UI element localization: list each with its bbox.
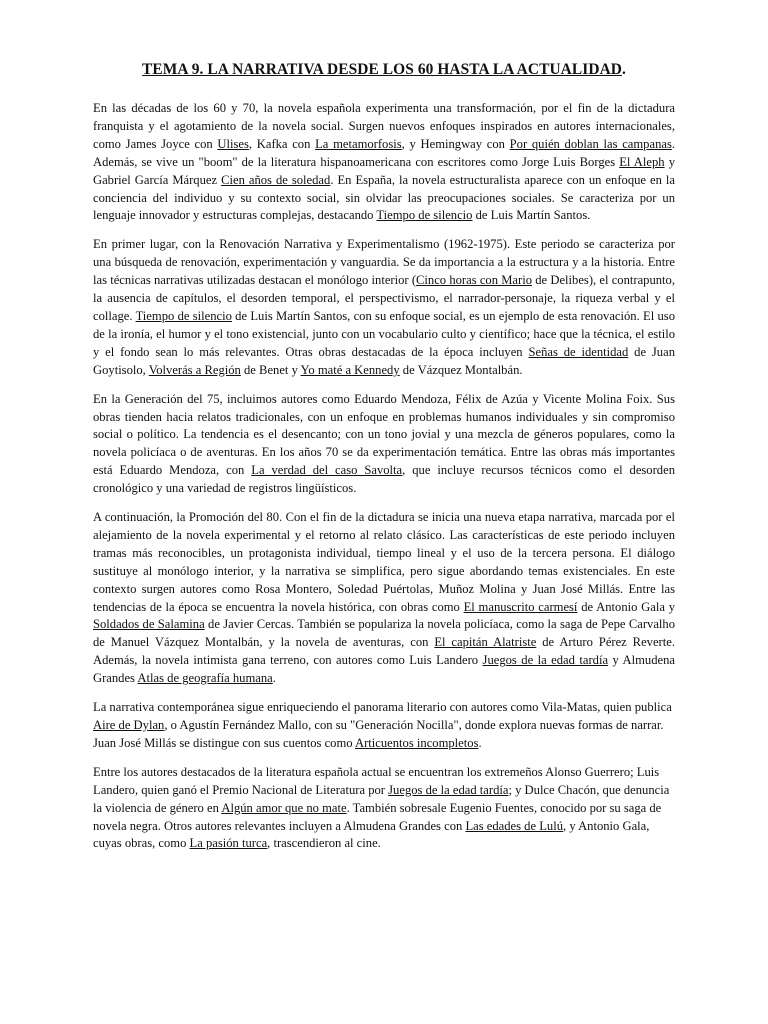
paragraph-text: . En España, la novela estructuralista aparece con un enfoque en la conciencia del individuo y su contexto social, sin olvidar las preocupaciones sociales. Se caracteriza por un lenguaje innovador y estructuras complejas, destacando bbox=[93, 172, 675, 223]
paragraph-text: de Delibes), el contrapunto, la ausencia de capítulos, el desorden temporal, el perspectivismo, el narrador-personaje, la riqueza verbal y el collage. bbox=[93, 273, 675, 323]
paragraph-text: En la Generación del 75, incluimos autores como Eduardo Mendoza, Félix de Azúa y Vicente Molina Foix. Sus obras tienden hacia relatos tradicionales, con un enfoque en problemas humanos individuales y sin compromiso social o político. La tendencia es el desencanto; con un tono jovial y una mezcla de géneros populares, como la novela policíaca o de aventuras. En los años 70 se da experimentación temática. Entre las obras más importantes está Eduardo Mendoza, con bbox=[93, 391, 675, 478]
paragraph-text: En las décadas de los 60 y 70, la novela española experimenta una transformación, por el fin de la dictadura franquista y el agotamiento de la novela social. Surgen nuevos enfoques inspirados en autores internacionales, como James Joyce con bbox=[93, 101, 675, 151]
document-body bbox=[93, 100, 675, 853]
work-title: Algún amor que no mate bbox=[221, 800, 347, 815]
work-title: Juegos de la edad tardía bbox=[388, 782, 509, 797]
work-title: Atlas de geografía humana bbox=[137, 671, 273, 686]
work-title: Soldados de Salamina bbox=[93, 617, 205, 632]
paragraph-text: de Antonio Gala y bbox=[577, 599, 676, 614]
title-text: TEMA 9. LA NARRATIVA DESDE LOS 60 HASTA LA ACTUALIDAD bbox=[142, 61, 622, 78]
work-title: La metamorfosis bbox=[315, 136, 402, 151]
paragraph-text: de Vázquez Montalbán. bbox=[399, 362, 523, 377]
paragraph-text: de Luis Martín Santos. bbox=[472, 208, 591, 223]
paragraph-text: , y Hemingway con bbox=[401, 136, 510, 151]
work-title: El manuscrito carmesí bbox=[463, 599, 578, 614]
paragraph-text: y Almudena Grandes bbox=[93, 653, 676, 686]
paragraph-text: . También sobresale Eugenio Fuentes, conocido por su saga de novela negra. Otros autores relevantes incluyen a Almudena Grandes con bbox=[93, 800, 662, 833]
paragraph-text: , y Antonio Gala, cuyas obras, como bbox=[93, 818, 650, 851]
paragraph-text: ; y Dulce Chacón, que denuncia la violencia de género en bbox=[93, 782, 670, 815]
paragraph-text: de Javier Cercas. También se populariza la novela policíaca, como la saga de Pepe Carvalho de Manuel Vázquez Montalbán, y la novela de aventuras, con bbox=[93, 617, 676, 650]
paragraph-text: En primer lugar, con la Renovación Narrativa y Experimentalismo (1962-1975). Este periodo se caracteriza por una búsqueda de renovación, experimentación y vanguardia. Se da importancia a la estructura y a la historia. Entre las técnicas narrativas utilizadas destacan el monólogo interior ( bbox=[93, 237, 675, 288]
paragraph-text: , trascendieron al cine. bbox=[267, 836, 381, 851]
work-title: Tiempo de silencio bbox=[376, 208, 473, 223]
paragraph-2 bbox=[93, 236, 675, 379]
work-title: Señas de identidad bbox=[528, 344, 629, 359]
paragraph-text: La narrativa contemporánea sigue enriqueciendo el panorama literario con autores como Vila-Matas, quien publica bbox=[93, 700, 672, 715]
work-title: El capitán Alatriste bbox=[434, 635, 537, 650]
work-title: Tiempo de silencio bbox=[135, 308, 232, 323]
work-title: Cien años de soledad bbox=[221, 172, 331, 187]
paragraph-text: . bbox=[272, 671, 276, 686]
work-title: Articuentos incompletos bbox=[355, 735, 479, 750]
work-title: Volverás a Región bbox=[148, 362, 241, 377]
paragraph-text: de Luis Martín Santos, con su enfoque social, es un ejemplo de esta renovación. El uso de la ironía, el humor y el tono existencial, junto con un vocabulario culto y científico; hace que la técnica, el estilo y el fondo sean lo más relevantes. Otras obras destacadas de la época incluyen bbox=[93, 308, 675, 359]
paragraph-text: A continuación, la Promoción del 80. Con el fin de la dictadura se inicia una nueva etapa narrativa, marcada por el alejamiento de la novela experimental y el retorno al relato clásico. Las características de este periodo incluyen tramas más reconocibles, un protagonista individual, tiempo lineal y el uso de la tercera persona. El diálogo sustituye al monólogo interior, y la narrativa se simplifica, pero sigue abordando temas existenciales. En este contexto surgen autores como Rosa Montero, Soledad Puértolas, Muñoz Molina y Juan José Millás. Entre las tendencias de la época se encuentra la novela histórica, con obras como bbox=[93, 510, 675, 614]
paragraph-text: Entre los autores destacados de la literatura española actual se encuentran los extremeños Alonso Guerrero; Luis Landero, quien ganó el Premio Nacional de Literatura por bbox=[93, 764, 660, 797]
work-title: Yo maté a Kennedy bbox=[300, 362, 400, 377]
work-title: La verdad del caso Savolta bbox=[251, 463, 403, 478]
paragraph-5 bbox=[93, 699, 675, 753]
paragraph-text: , o Agustín Fernández Mallo, con su "Generación Nocilla", donde explora nuevas formas de narrar. Juan José Millás se distingue con sus cuentos como bbox=[93, 718, 664, 750]
paragraph-text: de Arturo Pérez Reverte. Además, la novela intimista gana terreno, con autores como Luis Landero bbox=[93, 635, 675, 668]
paragraph-text: , que incluye recursos técnicos como el desorden cronológico y una variedad de registros lingüísticos. bbox=[93, 463, 675, 496]
work-title: Juegos de la edad tardía bbox=[482, 653, 609, 668]
paragraph-text: de Juan Goytisolo, bbox=[93, 344, 675, 377]
work-title: La pasión turca bbox=[189, 836, 268, 851]
paragraph-4 bbox=[93, 509, 675, 688]
paragraph-6 bbox=[93, 764, 675, 854]
paragraph-text: . Además, se vive un "boom" de la literatura hispanoamericana con escritores como Jorge Luis Borges bbox=[93, 136, 676, 169]
document-page bbox=[93, 60, 675, 864]
paragraph-text: y Gabriel García Márquez bbox=[93, 154, 675, 187]
paragraph-text: , Kafka con bbox=[248, 136, 316, 151]
title-period: . bbox=[622, 61, 626, 78]
work-title: Por quién doblan las campanas bbox=[509, 136, 672, 151]
paragraph-1 bbox=[93, 100, 675, 225]
work-title: Aire de Dylan bbox=[93, 718, 165, 732]
work-title: Ulises bbox=[217, 136, 249, 151]
document-title bbox=[93, 60, 675, 80]
paragraph-3 bbox=[93, 391, 675, 498]
paragraph-text: de Benet y bbox=[240, 362, 301, 377]
work-title: Las edades de Lulú bbox=[465, 818, 564, 833]
work-title: Cinco horas con Mario bbox=[416, 273, 533, 288]
paragraph-text: . bbox=[478, 735, 482, 750]
work-title: El Aleph bbox=[619, 154, 665, 169]
